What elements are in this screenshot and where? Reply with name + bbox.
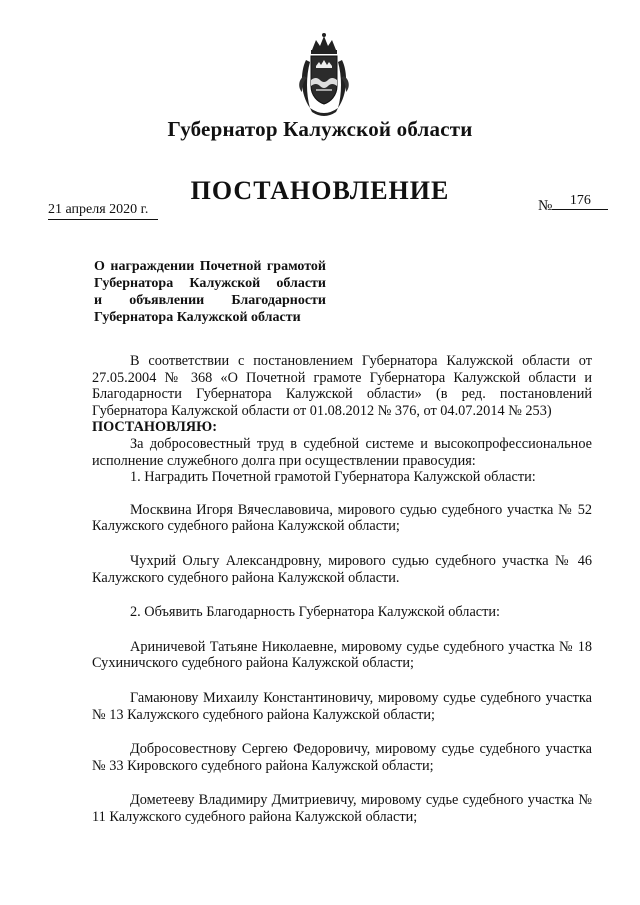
subject-line: О награждении Почетной грамотой xyxy=(94,259,326,274)
gratitude-paragraph: Дометееву Владимиру Дмитриевичу, мировому судье судебного участка № 11 Калужского судебного района Калужской области; xyxy=(92,792,592,825)
subject-line: Губернатора Калужской области xyxy=(94,310,301,325)
reason-paragraph: За добросовестный труд в судебной системе и высокопрофессиональное исполнение служебного долга при осуществлении правосудия: xyxy=(92,435,592,469)
subject-line: Губернатора Калужской области xyxy=(94,276,326,291)
gratitude-paragraph: Ариничевой Татьяне Николаевне, мировому судье судебного участка № 18 Сухиничского судебного района Калужской области; xyxy=(92,638,592,672)
number-value: 176 xyxy=(552,193,608,210)
number-sign: № xyxy=(538,198,553,214)
kaluga-coat-of-arms-icon xyxy=(296,32,352,120)
document-number xyxy=(538,193,608,216)
awardee-paragraph: Москвина Игоря Вячеславовича, мирового судью судебного участка № 52 Калужского судебного района Калужской области; xyxy=(92,501,592,535)
preamble-paragraph: В соответствии с постановлением Губернатора Калужской области от 27.05.2004 № 368 «О Почетной грамоте Губернатора Калужской области и Благодарности Губернатора Калужской области» (в ред. постановлений Губернатора Калужской области от 01.08.2012 № 376, от 04.07.2014 № 253) xyxy=(92,353,592,419)
document-type: ПОСТАНОВЛЕНИЕ xyxy=(190,176,450,205)
gratitude-paragraph: Добросовестнову Сергею Федоровичу, мировому судье судебного участка № 33 Кировского судебного района Калужской области; xyxy=(92,741,592,774)
document-subject xyxy=(94,258,326,326)
item-1-heading: 1. Наградить Почетной грамотой Губернатора Калужской области: xyxy=(130,469,536,486)
subject-line: и объявлении Благодарности xyxy=(94,293,326,308)
authority-title: Губернатор Калужской области xyxy=(167,117,473,141)
item-2-heading: 2. Объявить Благодарность Губернатора Калужской области: xyxy=(130,604,501,621)
awardee-paragraph: Чухрий Ольгу Александровну, мирового судью судебного участка № 46 Калужского судебного района Калужской области. xyxy=(92,552,592,586)
document-body xyxy=(92,353,592,825)
gratitude-paragraph: Гамаюнову Михаилу Константиновичу, мировому судье судебного участка № 13 Калужского судебного района Калужской области; xyxy=(92,689,592,723)
document-date: 21 апреля 2020 г. xyxy=(48,202,158,220)
decree-keyword: ПОСТАНОВЛЯЮ: xyxy=(92,419,217,436)
